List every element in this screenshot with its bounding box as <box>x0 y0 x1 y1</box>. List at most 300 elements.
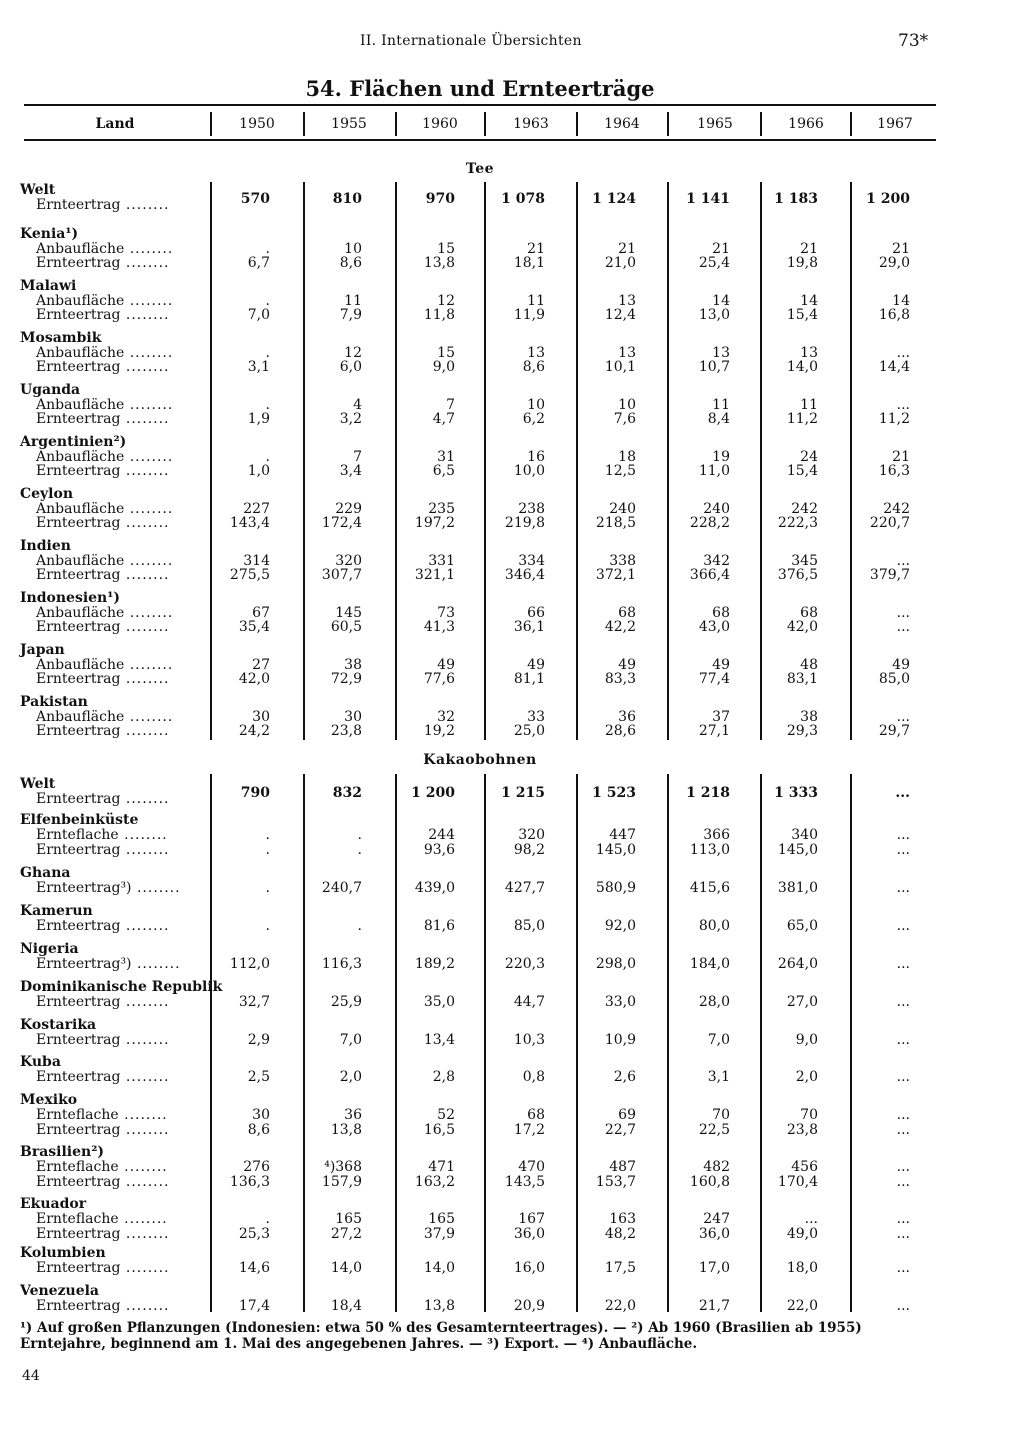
table-cell: 11 <box>800 396 818 413</box>
table-cell: ... <box>896 1260 910 1276</box>
table-cell: 13,8 <box>423 255 455 271</box>
table-cell: 218,5 <box>595 515 636 531</box>
table-cell: 21,0 <box>604 255 636 271</box>
table-cell: 30 <box>344 708 362 725</box>
table-cell: ... <box>896 1122 910 1138</box>
table-cell: 145 <box>335 604 362 621</box>
country-name: Mosambik <box>20 330 102 346</box>
row-label-text: Anbaufläche <box>36 604 125 621</box>
table-cell: 340 <box>791 827 818 843</box>
table-cell: 10 <box>527 396 545 413</box>
table-cell: 21 <box>800 240 818 257</box>
country-name: Nigeria <box>20 941 79 957</box>
country-name: Malawi <box>20 278 77 294</box>
table-cell: 77,4 <box>698 671 730 687</box>
table-cell: 10,7 <box>698 359 730 375</box>
row-label-text: Anbaufläche <box>36 240 125 257</box>
leader-dots: ........ <box>118 1159 168 1175</box>
table-cell: 12,4 <box>604 307 636 323</box>
table-cell: 13 <box>618 344 636 361</box>
column-header-year: 1963 <box>513 116 549 132</box>
row-label-text: Anbaufläche <box>36 292 125 309</box>
row-label <box>36 1227 170 1241</box>
table-cell: 1 124 <box>592 190 636 207</box>
table-cell: 19,8 <box>786 255 818 271</box>
row-label-text: Ernteflache <box>36 1211 119 1227</box>
table-cell: 376,5 <box>777 567 818 583</box>
table-cell: 80,0 <box>698 918 730 934</box>
country-name: Dominikanische Republik <box>20 979 223 995</box>
table-cell: 43,0 <box>698 619 730 635</box>
table-cell: 22,7 <box>604 1122 636 1138</box>
table-cell: 8,6 <box>522 359 545 375</box>
table-cell: 145,0 <box>777 842 818 858</box>
row-label <box>36 308 170 322</box>
table-cell: 38 <box>344 656 362 673</box>
table-cell: 2,9 <box>247 1032 270 1048</box>
table-cell: 3,1 <box>247 359 270 375</box>
table-cell: 36 <box>618 708 636 725</box>
table-cell: 21 <box>892 448 910 465</box>
leader-dots: ........ <box>131 880 181 896</box>
row-label-text: Ernteflache <box>36 1159 119 1175</box>
table-cell: 42,2 <box>604 619 636 635</box>
table-cell: ... <box>896 1107 910 1123</box>
leader-dots: ........ <box>120 1298 170 1314</box>
table-cell: ... <box>896 604 910 621</box>
table-cell: ... <box>896 1159 910 1175</box>
table-cell: 163 <box>609 1211 636 1227</box>
table-cell: 220,3 <box>504 956 545 972</box>
section-title: Tee <box>465 161 495 177</box>
row-label <box>36 995 170 1009</box>
row-label <box>36 568 170 582</box>
table-cell: 238 <box>518 500 545 517</box>
row-label-text: Ernteertrag <box>36 1069 121 1085</box>
table-cell: ... <box>896 708 910 725</box>
table-cell: 1 200 <box>866 190 910 207</box>
row-label <box>36 346 173 360</box>
country-name: Welt <box>20 182 56 198</box>
table-cell: 1 218 <box>686 785 730 801</box>
table-cell: 25,4 <box>698 255 730 271</box>
column-header-year: 1967 <box>877 116 913 132</box>
table-cell: 14 <box>800 292 818 309</box>
table-cell: ... <box>896 1211 910 1227</box>
row-label-text: Ernteertrag <box>36 1122 121 1138</box>
leader-dots: ........ <box>124 552 174 569</box>
table-cell: 9,0 <box>795 1032 818 1048</box>
row-label <box>36 1123 170 1137</box>
table-cell: 49 <box>527 656 545 673</box>
leader-dots: ........ <box>120 1032 170 1048</box>
table-cell: 2,6 <box>613 1069 636 1085</box>
leader-dots: ........ <box>118 827 168 843</box>
table-cell: 1 523 <box>592 785 636 801</box>
country-name: Mexiko <box>20 1092 78 1108</box>
table-cell: 14,0 <box>786 359 818 375</box>
table-cell: 28,6 <box>604 723 636 739</box>
table-cell: 8,4 <box>707 411 730 427</box>
table-cell: ... <box>896 1174 910 1190</box>
table-cell: 17,5 <box>604 1260 636 1276</box>
country-name: Kamerun <box>20 903 93 919</box>
table-cell: . <box>265 880 270 896</box>
row-label <box>36 710 173 724</box>
country-name: Kolumbien <box>20 1245 106 1261</box>
leader-dots: ........ <box>120 723 170 739</box>
table-cell: 30 <box>252 708 270 725</box>
table-cell: 36,1 <box>513 619 545 635</box>
table-cell: 0,8 <box>522 1069 545 1085</box>
table-cell: 35,0 <box>423 994 455 1010</box>
table-cell: 219,8 <box>504 515 545 531</box>
leader-dots: ........ <box>120 411 170 427</box>
header-separator <box>303 112 305 136</box>
table-cell: 456 <box>791 1159 818 1175</box>
row-label-text: Ernteflache <box>36 827 119 843</box>
table-cell: 29,3 <box>786 723 818 739</box>
table-cell: 136,3 <box>229 1174 270 1190</box>
leader-dots: ........ <box>124 500 174 517</box>
table-cell: ... <box>896 552 910 569</box>
table-cell: 60,5 <box>330 619 362 635</box>
leader-dots: ........ <box>120 515 170 531</box>
table-cell: 242 <box>883 500 910 517</box>
table-cell: 21 <box>527 240 545 257</box>
table-cell: 264,0 <box>777 956 818 972</box>
leader-dots: ........ <box>120 1226 170 1242</box>
table-cell: 18 <box>618 448 636 465</box>
top-rule <box>24 104 936 106</box>
table-cell: 28,0 <box>698 994 730 1010</box>
country-name: Venezuela <box>20 1283 99 1299</box>
table-cell: 21 <box>618 240 636 257</box>
table-cell: 48 <box>800 656 818 673</box>
table-cell: 32 <box>437 708 455 725</box>
table-cell: 21 <box>892 240 910 257</box>
table-cell: 69 <box>618 1107 636 1123</box>
table-cell: 379,7 <box>869 567 910 583</box>
table-cell: 6,5 <box>432 463 455 479</box>
row-label <box>36 294 173 308</box>
table-cell: 170,4 <box>777 1174 818 1190</box>
table-cell: 93,6 <box>423 842 455 858</box>
table-cell: 580,9 <box>595 880 636 896</box>
table-cell: 17,4 <box>238 1298 270 1314</box>
table-cell: 276 <box>243 1159 270 1175</box>
table-cell: 13 <box>800 344 818 361</box>
table-cell: 17,0 <box>698 1260 730 1276</box>
header-rule <box>24 139 936 141</box>
row-label <box>36 242 173 256</box>
row-label <box>36 554 173 568</box>
table-cell: 15 <box>437 240 455 257</box>
table-cell: 1,0 <box>247 463 270 479</box>
row-label <box>36 919 170 933</box>
table-cell: 145,0 <box>595 842 636 858</box>
table-cell: 25,0 <box>513 723 545 739</box>
column-header-year: 1960 <box>422 116 458 132</box>
country-name: Ceylon <box>20 486 74 502</box>
table-cell: 242 <box>791 500 818 517</box>
table-cell: 381,0 <box>777 880 818 896</box>
leader-dots: ........ <box>124 604 174 621</box>
header-separator <box>484 112 486 136</box>
row-label <box>36 256 170 270</box>
table-cell: 27,0 <box>786 994 818 1010</box>
table-cell: 23,8 <box>786 1122 818 1138</box>
leader-dots: ........ <box>120 359 170 375</box>
table-cell: 9,0 <box>432 359 455 375</box>
leader-dots: ........ <box>120 196 170 213</box>
table-cell: ⁴)368 <box>324 1159 362 1175</box>
table-cell: 2,0 <box>795 1069 818 1085</box>
table-cell: 275,5 <box>229 567 270 583</box>
table-cell: 570 <box>240 190 270 207</box>
table-cell: 49,0 <box>786 1226 818 1242</box>
footnote: ¹) Auf großen Pflanzungen (Indonesien: etwa 50 % des Gesamternteertrages). — ²) Ab 1960 (Brasilien ab 1955) Erntejahre, beginnend am 1. Mai des angegebenen Jahres. — ³) Export. — ⁴) Anbaufläche. <box>20 1320 862 1352</box>
table-cell: 27,2 <box>330 1226 362 1242</box>
table-cell: 112,0 <box>229 956 270 972</box>
table-cell: 970 <box>425 190 455 207</box>
country-name: Kenia¹) <box>20 226 79 242</box>
table-cell: 22,5 <box>698 1122 730 1138</box>
row-label <box>36 516 170 530</box>
table-cell: 12 <box>344 344 362 361</box>
table-cell: 7,9 <box>339 307 362 323</box>
leader-dots: ........ <box>124 656 174 673</box>
row-label-text: Ernteertrag <box>36 619 121 635</box>
table-cell: 7,0 <box>247 307 270 323</box>
table-cell: 77,6 <box>423 671 455 687</box>
row-label <box>36 881 181 895</box>
table-cell: ... <box>896 918 910 934</box>
table-cell: 222,3 <box>777 515 818 531</box>
sheet-number: 44 <box>22 1368 40 1384</box>
row-label <box>36 1108 168 1122</box>
row-label-text: Anbaufläche <box>36 552 125 569</box>
table-cell: 790 <box>240 785 270 801</box>
row-label-text: Ernteertrag <box>36 463 121 479</box>
table-cell: 30 <box>252 1107 270 1123</box>
row-label <box>36 672 170 686</box>
row-label-text: Ernteertrag³) <box>36 880 132 896</box>
table-cell: 13,0 <box>698 307 730 323</box>
table-cell: 1 215 <box>501 785 545 801</box>
table-cell: 83,3 <box>604 671 636 687</box>
country-name: Welt <box>20 776 56 792</box>
row-label <box>36 658 173 672</box>
row-label-text: Ernteertrag <box>36 671 121 687</box>
table-cell: 92,0 <box>604 918 636 934</box>
table-cell: 10 <box>618 396 636 413</box>
row-label <box>36 1261 170 1275</box>
table-cell: 68 <box>800 604 818 621</box>
table-cell: 37,9 <box>423 1226 455 1242</box>
table-cell: 23,8 <box>330 723 362 739</box>
table-cell: 11,8 <box>423 307 455 323</box>
table-cell: 470 <box>518 1159 545 1175</box>
column-header-year: 1950 <box>239 116 275 132</box>
table-cell: 1 333 <box>774 785 818 801</box>
table-cell: 11 <box>712 396 730 413</box>
country-name: Indien <box>20 538 71 554</box>
table-cell: 65,0 <box>786 918 818 934</box>
table-cell: 184,0 <box>689 956 730 972</box>
table-cell: 1 200 <box>411 785 455 801</box>
table-cell: 7 <box>353 448 362 465</box>
leader-dots: ........ <box>120 1069 170 1085</box>
table-cell: 18,0 <box>786 1260 818 1276</box>
table-cell: 85,0 <box>513 918 545 934</box>
leader-dots: ........ <box>120 307 170 323</box>
country-name: Indonesien¹) <box>20 590 120 606</box>
country-name: Uganda <box>20 382 81 398</box>
table-cell: 49 <box>892 656 910 673</box>
table-cell: 33 <box>527 708 545 725</box>
table-cell: 167 <box>518 1211 545 1227</box>
table-cell: 321,1 <box>414 567 455 583</box>
table-cell: 235 <box>428 500 455 517</box>
table-cell: 220,7 <box>869 515 910 531</box>
table-cell: 98,2 <box>513 842 545 858</box>
table-cell: 372,1 <box>595 567 636 583</box>
leader-dots: ........ <box>120 994 170 1010</box>
table-cell: 6,0 <box>339 359 362 375</box>
table-cell: 10 <box>344 240 362 257</box>
header-separator <box>395 112 397 136</box>
table-cell: 16,3 <box>878 463 910 479</box>
row-label <box>36 620 170 634</box>
table-cell: 8,6 <box>339 255 362 271</box>
country-name: Ekuador <box>20 1196 87 1212</box>
table-cell: 7,0 <box>339 1032 362 1048</box>
row-label <box>36 1299 170 1313</box>
section-title: Kakaobohnen <box>423 752 537 768</box>
leader-dots: ........ <box>120 791 170 807</box>
table-cell: . <box>265 842 270 858</box>
leader-dots: ........ <box>120 255 170 271</box>
table-cell: 116,3 <box>321 956 362 972</box>
table-cell: 113,0 <box>689 842 730 858</box>
row-label-text: Ernteertrag <box>36 1032 121 1048</box>
table-cell: 27 <box>252 656 270 673</box>
table-cell: 52 <box>437 1107 455 1123</box>
table-cell: 66 <box>527 604 545 621</box>
table-cell: 49 <box>618 656 636 673</box>
header-separator <box>760 112 762 136</box>
table-cell: . <box>357 827 362 843</box>
table-cell: 160,8 <box>689 1174 730 1190</box>
table-cell: 320 <box>335 552 362 569</box>
row-label-text: Anbaufläche <box>36 500 125 517</box>
table-cell: 24,2 <box>238 723 270 739</box>
column-header-year: 1964 <box>604 116 640 132</box>
table-cell: 331 <box>428 552 455 569</box>
row-label <box>36 1070 170 1084</box>
table-cell: . <box>265 448 270 465</box>
table-cell: 83,1 <box>786 671 818 687</box>
table-cell: 24 <box>800 448 818 465</box>
leader-dots: ........ <box>118 1211 168 1227</box>
table-cell: 85,0 <box>878 671 910 687</box>
table-cell: 14,0 <box>423 1260 455 1276</box>
country-name: Ghana <box>20 865 71 881</box>
header-separator <box>850 112 852 136</box>
table-cell: . <box>265 292 270 309</box>
table-cell: 165 <box>335 1211 362 1227</box>
table-cell: 13 <box>712 344 730 361</box>
table-cell: 12 <box>437 292 455 309</box>
table-cell: 16 <box>527 448 545 465</box>
table-cell: 487 <box>609 1159 636 1175</box>
table-cell: 15,4 <box>786 463 818 479</box>
row-label-text: Anbaufläche <box>36 344 125 361</box>
table-cell: 2,0 <box>339 1069 362 1085</box>
leader-dots: ........ <box>120 619 170 635</box>
country-name: Pakistan <box>20 694 88 710</box>
leader-dots: ........ <box>124 292 174 309</box>
row-label-text: Ernteertrag <box>36 515 121 531</box>
table-cell: 73 <box>437 604 455 621</box>
table-cell: 14,0 <box>330 1260 362 1276</box>
table-cell: 13,8 <box>423 1298 455 1314</box>
table-cell: . <box>265 240 270 257</box>
leader-dots: ........ <box>124 344 174 361</box>
table-cell: 338 <box>609 552 636 569</box>
table-cell: 4 <box>353 396 362 413</box>
row-label-text: Ernteertrag <box>36 918 121 934</box>
table-cell: 68 <box>712 604 730 621</box>
table-cell: 471 <box>428 1159 455 1175</box>
table-cell: 15,4 <box>786 307 818 323</box>
table-cell: ... <box>896 619 910 635</box>
table-cell: 16,5 <box>423 1122 455 1138</box>
row-label <box>36 1212 168 1226</box>
table-cell: 1,9 <box>247 411 270 427</box>
row-label <box>36 1175 170 1189</box>
table-cell: 42,0 <box>786 619 818 635</box>
table-cell: 44,7 <box>513 994 545 1010</box>
table-cell: 7,6 <box>613 411 636 427</box>
table-cell: 16,0 <box>513 1260 545 1276</box>
row-label-text: Ernteertrag <box>36 307 121 323</box>
table-cell: 68 <box>618 604 636 621</box>
table-cell: 49 <box>437 656 455 673</box>
row-label-text: Anbaufläche <box>36 396 125 413</box>
table-cell: ... <box>896 1298 910 1314</box>
table-cell: 21 <box>712 240 730 257</box>
table-cell: 81,1 <box>513 671 545 687</box>
row-label-text: Ernteertrag <box>36 1260 121 1276</box>
column-header-year: 1966 <box>788 116 824 132</box>
table-cell: 320 <box>518 827 545 843</box>
row-label <box>36 360 170 374</box>
table-cell: 22,0 <box>604 1298 636 1314</box>
leader-dots: ........ <box>120 567 170 583</box>
table-cell: 143,4 <box>229 515 270 531</box>
column-header-land: Land <box>95 116 135 132</box>
row-label <box>36 464 170 478</box>
row-label <box>36 198 170 212</box>
table-cell: 6,7 <box>247 255 270 271</box>
table-cell: 14 <box>892 292 910 309</box>
table-cell: 240 <box>609 500 636 517</box>
table-cell: 298,0 <box>595 956 636 972</box>
table-cell: . <box>265 1211 270 1227</box>
table-cell: . <box>265 396 270 413</box>
